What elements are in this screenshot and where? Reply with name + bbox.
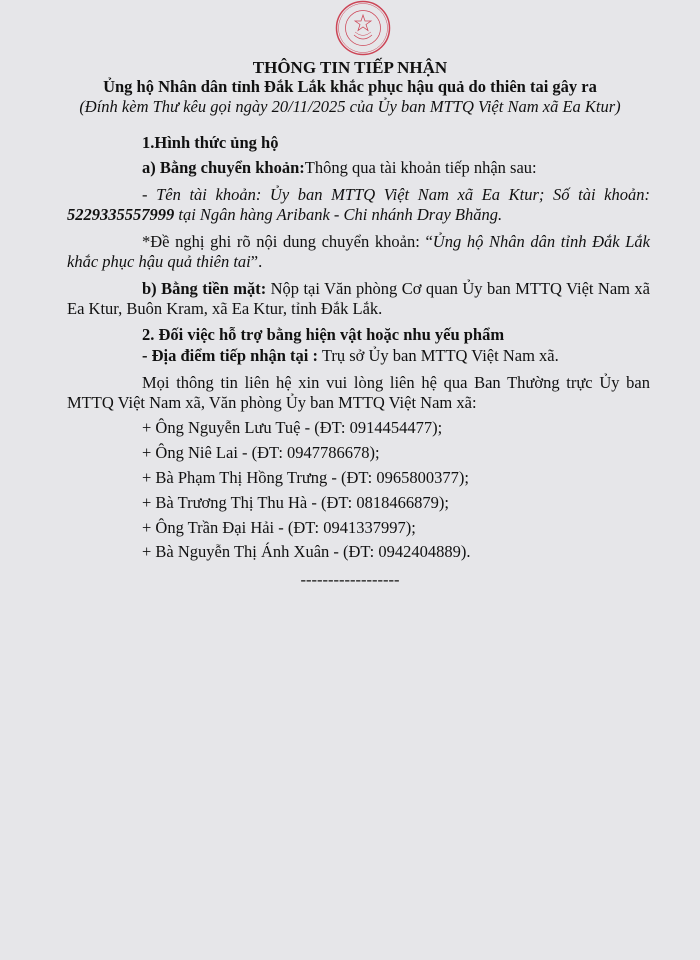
note-content-cont: khắc phục hậu quả thiên tai xyxy=(67,252,251,271)
official-seal xyxy=(335,0,391,56)
location-label: - Địa điểm tiếp nhận tại : xyxy=(142,346,319,365)
section1-heading: 1.Hình thức ủng hộ xyxy=(142,133,279,152)
end-divider: ------------------ xyxy=(300,570,400,589)
contact-item: + Ông Niê Lai - (ĐT: 0947786678); xyxy=(142,443,380,462)
cash-label: b) Bằng tiền mặt: xyxy=(142,279,267,298)
note-content: Ủng hộ Nhân dân tỉnh Đắk Lắk xyxy=(432,232,650,251)
transfer-note xyxy=(142,232,650,252)
note-suffix: ”. xyxy=(250,252,263,271)
contact-item: + Ông Nguyễn Lưu Tuệ - (ĐT: 0914454477); xyxy=(142,418,443,437)
document-title: THÔNG TIN TIẾP NHẬN xyxy=(252,58,448,77)
document-subtitle: Ủng hộ Nhân dân tỉnh Đắk Lắk khắc phục hậu quả do thiên tai gây ra xyxy=(103,77,597,96)
cash-line-cont: Ea Ktur, Buôn Kram, xã Ea Ktur, tỉnh Đắk Lắk. xyxy=(67,299,383,318)
attachment-note: (Đính kèm Thư kêu gọi ngày 20/11/2025 của Ủy ban MTTQ Việt Nam xã Ea Ktur) xyxy=(79,97,621,116)
transfer-text: Thông qua tài khoản tiếp nhận sau: xyxy=(304,158,537,177)
account-name-line: - Tên tài khoản: Ủy ban MTTQ Việt Nam xã Ea Ktur; Số tài khoản: xyxy=(142,185,650,204)
section2-heading: 2. Đối việc hỗ trợ bằng hiện vật hoặc nhu yếu phẩm xyxy=(142,325,505,344)
transfer-line xyxy=(142,158,537,178)
transfer-label: a) Bằng chuyển khoản: xyxy=(142,158,305,177)
location-line xyxy=(142,346,559,366)
note-prefix: *Đề nghị ghi rõ nội dung chuyển khoản: “ xyxy=(142,232,433,251)
account-number: 5229335557999 xyxy=(67,205,175,224)
transfer-note-cont xyxy=(67,252,262,272)
contact-item: + Bà Phạm Thị Hồng Trưng - (ĐT: 0965800377); xyxy=(142,468,469,487)
bank-name: tại Ngân hàng Aribank - Chi nhánh Dray Bhăng. xyxy=(174,205,503,224)
contact-intro-cont: MTTQ Việt Nam xã, Văn phòng Ủy ban MTTQ Việt Nam xã: xyxy=(67,393,477,412)
location-text: Trụ sở Ủy ban MTTQ Việt Nam xã. xyxy=(318,346,559,365)
contact-item: + Bà Trương Thị Thu Hà - (ĐT: 0818466879); xyxy=(142,493,449,512)
account-number-line xyxy=(67,205,502,225)
contact-item: + Ông Trần Đại Hải - (ĐT: 0941337997); xyxy=(142,518,416,537)
contact-item: + Bà Nguyễn Thị Ánh Xuân - (ĐT: 0942404889). xyxy=(142,542,471,561)
cash-line xyxy=(142,279,650,299)
contact-intro: Mọi thông tin liên hệ xin vui lòng liên hệ qua Ban Thường trực Ủy ban xyxy=(142,373,650,392)
cash-text: Nộp tại Văn phòng Cơ quan Ủy ban MTTQ Việt Nam xã xyxy=(266,279,650,298)
